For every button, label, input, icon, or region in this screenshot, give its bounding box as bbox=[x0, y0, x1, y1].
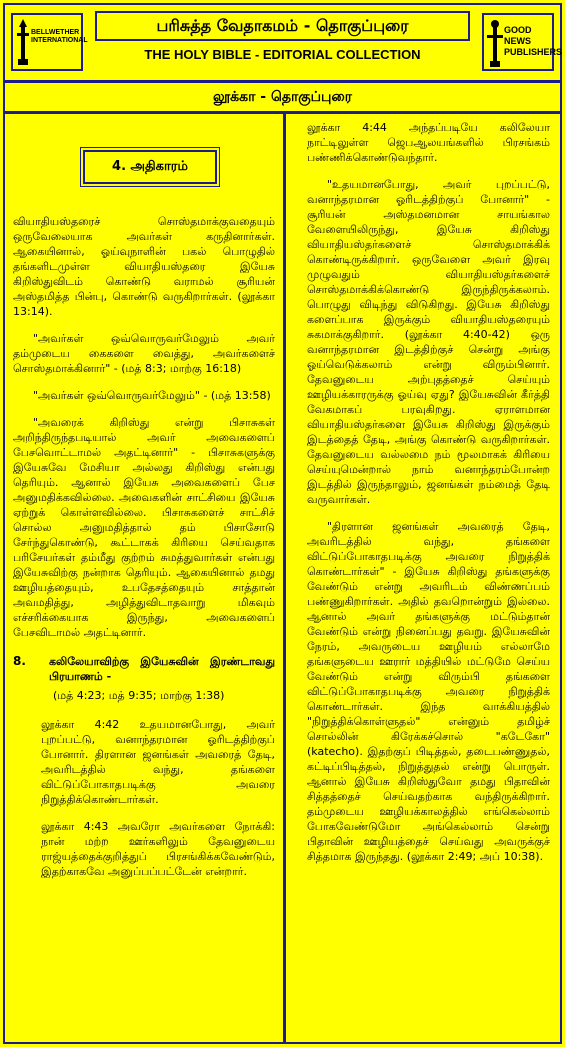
paragraph: "அவர்கள் ஒவ்வொருவர்மேலும் அவர் தம்முடைய கைகளை வைத்து, அவர்களைச் சொஸ்தமாக்கினார்" - (மத் 8:3; மாற்கு 16:18) bbox=[13, 332, 275, 375]
book-subtitle: லூக்கா - தொகுப்புரை bbox=[5, 83, 560, 114]
paragraph: "அவர்கள் ஒவ்வொருவர்மேலும்" - (மத் 13:58) bbox=[33, 389, 271, 402]
paragraph: வியாதியஸ்தரைச் சொஸ்தமாக்குவதையும் ஒருவேலையாக அவர்கள் கருதினார்கள். ஆகையினால், ஓய்வுநாளின் பகல் பொழுதில் தங்களிடமுள்ள வியாதியஸ்தரை இயேசு கிறிஸ்துவிடம் கொண்டு வராமல் சூரியன் அஸ்தமித்த பின்பு, கொண்டு வருகிறார்கள். (லூக்கா 13:14). bbox=[13, 215, 275, 318]
verse-paragraph: லூக்கா 4:42 உதயமானபோது, அவர் புறப்பட்டு, வனாந்தரமான ஓரிடத்திற்குப் போனார். திரளான ஜனங்கள் அவரைத் தேடி, அவரிடத்தில் வந்து, தங்களை விட்டுப்போகாதபடிக்கு அவரை நிறுத்திக்கொண்டார்கள். bbox=[41, 718, 275, 806]
section-heading bbox=[13, 654, 275, 684]
logo-left-label: BELLWETHER INTERNATIONAL bbox=[31, 29, 88, 44]
paragraph: "அவரைக் கிறிஸ்து என்று பிசாசுகள் அறிந்திருந்தபடியால் அவர் அவைகளைப் பேசவொட்டாமல் அதட்டினார்" - பிசாசுகளுக்கு இயேசுவே மேசியா அல்லது கிறிஸ்து என்பது தெரியும். ஆனால் இயேசு அவைகளைப் பேச அனுமதிக்கவில்லை. அவைகளின் சாட்சியை இயேசு ஏற்றுக் கொள்ளவில்லை. பிசாசுகளைச் சாட்சிச் சொல்ல அனுமதித்தால் தம் பிசாசோடு சேர்ந்துகொண்டு, கூட்டாகக் கிரியை செய்வதாக பரிசேயர்கள் தம்மீது குற்றம் சுமத்துவார்கள் என்பது இயேசுவிற்கு நன்றாக தெரியும். ஆகையினால் தமது ஊழியத்தையும், உபதேசத்தையும் சாத்தான் அவமதித்து, அழித்துவிடாதவாறு மிகவும் எச்சரிக்கையாக இருந்து, அவைகளைப் பேசவிடாமல் அதட்டினார். bbox=[13, 416, 275, 639]
page-title-english: THE HOLY BIBLE - EDITORIAL COLLECTION bbox=[144, 47, 421, 62]
section-number: 8. bbox=[13, 654, 26, 668]
verse-paragraph: லூக்கா 4:44 அந்தப்படியே கலிலேயா நாட்டிலுள்ள ஜெபஆலயங்களில் பிரசங்கம் பண்ணிக்கொண்டுவந்தார். bbox=[307, 121, 550, 164]
paragraph: "உதயமானபோது, அவர் புறப்பட்டு, வனாந்தரமான ஓரிடத்திற்குப் போனார்" - சூரியன் அஸ்தமனமான சாயங்கால வேளையிலிருந்து, இயேசு கிறிஸ்து வியாதியஸ்தர்களைச் சொஸ்தமாக்கிக் கொண்டிருக்கிறார். ஒருவேளை அவர் இரவு முழுவதும் வியாதியஸ்தர்களைச் சொஸ்தமாக்கிக்கொண்டு இருந்திருக்கலாம். பொழுது விடிந்து விடுகிறது. இயேசு கிறிஸ்து களைப்பாக இருக்கும் வியாதியஸ்தரையும் சுகமாக்குகிறார். (லூக்கா 4:40-42) ஒரு வனாந்தரமான இடத்திற்குச் சென்று அங்கு ஓய்வெடுக்கலாம் என்று விரும்பினார். தேவனுடைய அற்புதத்தைச் செய்யும் ஊழியக்காரருக்கு ஓய்வு ஏது? இயேசுவின் கீர்த்தி வேகமாகப் பரவுகிறது. ஏராளமான வியாதியஸ்தர்களை இயேசு கிறிஸ்து இருக்கும் இடத்தைத் தேடி, அங்கு கொண்டு வருகிறார்கள். தேவனுடைய வல்லமை நம் மூலமாகக் கிரியை செய்யுமென்றால் நாம் வனாந்தரம்போன்ற இடத்தில் இருந்தாலும், ஜனங்கள் நம்மைத் தேடி வருவார்கள். bbox=[307, 178, 550, 506]
header bbox=[5, 5, 563, 83]
right-column bbox=[289, 114, 560, 1042]
left-column bbox=[5, 114, 286, 1042]
section-title: கலிலேயாவிற்கு இயேசுவின் இரண்டாவது பிரயாணம் - bbox=[49, 655, 275, 683]
good-news-logo-icon bbox=[482, 13, 563, 71]
paragraph: "திரளான ஜனங்கள் அவரைத் தேடி, அவரிடத்தில் வந்து, தங்களை விட்டுப்போகாதபடிக்கு அவரை நிறுத்திக் கொண்டார்கள்" - இயேசு கிறிஸ்து தங்களுக்கு வேண்டும் என்று அவரிடம் விண்ணப்பம் பண்ணுகிறார்கள். அதில் தவறொன்றும் இல்லை. ஆனால் அவர் தங்களுக்கு மட்டும்தான் வேண்டும் என்று நினைப்பது தவறு. இயேசுவின் நேரம், அவருடைய ஊழியம் எல்லாமே தங்களுடைய ஊரார் மத்தியில் மட்டுமே செய்ய வேண்டும் என்று விரும்பி தங்களை விட்டுப்போகாதபடிக்கு அவரை நிறுத்திக் கொண்டார்கள். இந்த வாக்கியத்தில் "நிறுத்திக்கொள்ளுதல்" என்னும் தமிழ்ச் சொல்லின் கிரேக்கச்சொல் "கடேகோ" (katecho). இதற்குப் பிடித்தல், தடைபண்ணுதல், கட்டிப்பிடித்தல், நிறுத்துதல் என்று பொருள். ஆனால் இயேசு கிறிஸ்துவோ தமது பிதாவின் சித்தத்தைச் செய்வதற்காக வந்திருக்கிறார். தம்முடைய ஊழியக்காலத்தில் எங்கெல்லாம் போகவேண்டுமோ அங்கெல்லாம் சென்று பிதாவின் ஊழியத்தைச் செய்வது அவருக்குச் சித்தமாக இருந்தது. (லூக்கா 2:49; அப் 10:38). bbox=[307, 520, 550, 863]
bellwether-logo-icon bbox=[11, 13, 88, 71]
page-title-tamil: பரிசுத்த வேதாகமம் - தொகுப்புரை bbox=[95, 11, 470, 41]
page-frame bbox=[3, 3, 562, 1044]
verse-paragraph: லூக்கா 4:43 அவரோ அவர்களை நோக்கி: நான் மற்ற ஊர்களிலும் தேவனுடைய ராஜ்யத்தைக்குறித்துப் பிரசங்கிக்கவேண்டும், இதற்காகவே அனுப்பப்பட்டேன் என்றார். bbox=[41, 820, 275, 878]
section-reference: (மத் 4:23; மத் 9:35; மாற்கு 1:38) bbox=[53, 689, 225, 702]
chapter-heading: 4. அதிகாரம் bbox=[83, 150, 217, 184]
logo-right-label: GOOD NEWS PUBLISHERS bbox=[504, 25, 563, 57]
content-columns bbox=[5, 114, 560, 1042]
